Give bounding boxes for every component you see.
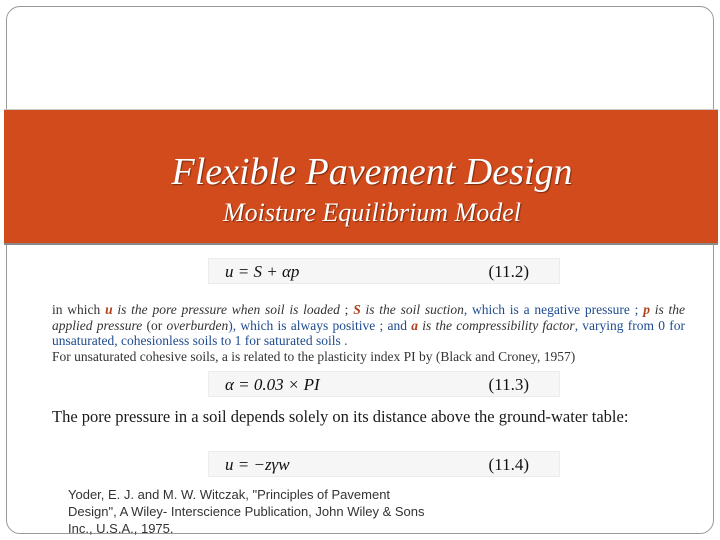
slide-subtitle: Moisture Equilibrium Model: [222, 198, 521, 227]
variable-s: S: [353, 302, 361, 317]
para-text: , varying from 0 for unsaturated, cohesionless soils to 1 for saturated soils .: [52, 317, 685, 348]
para-text: is the soil suction: [360, 302, 464, 317]
variable-p: p: [643, 302, 650, 317]
para-text: in which: [52, 302, 106, 317]
equation-formula: u = S + αp: [225, 262, 300, 281]
para-text: ;: [339, 302, 354, 317]
equation-number: (11.4): [488, 455, 529, 474]
equation-11-3: [208, 371, 560, 397]
para-text: is the applied pressure: [52, 302, 686, 333]
para-text: , which is a negative pressure ;: [463, 302, 644, 317]
equation-11-4: [208, 451, 560, 477]
para-text: For unsaturated cohesive soils, a is related to the plasticity index PI by (Black and Croney, 1957): [52, 348, 576, 364]
slide-title: Flexible Pavement Design: [171, 151, 573, 193]
variable-a: a: [411, 317, 418, 333]
variable-u: u: [105, 302, 113, 317]
equation-number: (11.2): [488, 262, 529, 281]
para-text: overburden: [166, 317, 229, 333]
equation-number: (11.3): [488, 375, 529, 394]
para-text: (or: [142, 317, 167, 333]
para-text: ), which is always positive ; and: [228, 317, 412, 333]
para-text: is the pore pressure when soil is loaded: [112, 302, 340, 317]
definition-paragraph: [52, 302, 685, 364]
equation-formula: u = −zγw: [225, 455, 290, 474]
equation-formula: α = 0.03 × PI: [225, 375, 320, 394]
reference-citation: Yoder, E. J. and M. W. Witczak, "Principles of Pavement Design", A Wiley- Interscience Publication, John Wiley & Sons Inc., U.S.A., 1975.: [68, 487, 425, 536]
para-text: is the compressibility factor: [417, 317, 575, 333]
equation-11-2: [208, 258, 560, 284]
pore-pressure-statement: The pore pressure in a soil depends solely on its distance above the ground-water table:: [52, 407, 629, 426]
